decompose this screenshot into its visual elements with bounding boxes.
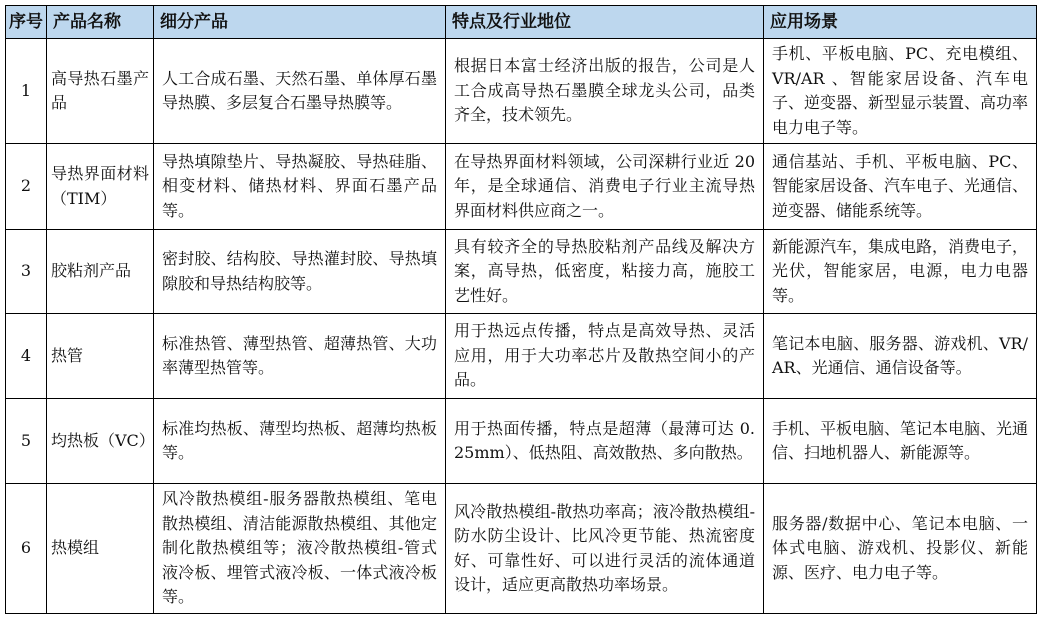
- row-features: 根据日本富士经济出版的报告，公司是人工合成高导热石墨膜全球龙头公司，品类齐全，技术领先。: [446, 39, 764, 144]
- row-sub-products: 标准均热板、薄型均热板、超薄均热板等。: [154, 399, 446, 484]
- table-row: [6, 230, 1037, 314]
- row-applications: 手机、平板电脑、PC、充电模组、VR/AR 、智能家居设备、汽车电子、逆变器、新型显示装置、高功率电力电子等。: [764, 39, 1037, 144]
- row-features: 用于热面传播，特点是超薄（最薄可达 0.25mm）、低热阻、高效散热、多向散热。: [446, 399, 764, 484]
- row-product-name: 导热界面材料（TIM）: [47, 144, 154, 230]
- table-row: [6, 484, 1037, 614]
- row-product-name: 热管: [47, 314, 154, 399]
- row-sub-products: 标准热管、薄型热管、超薄热管、大功率薄型热管等。: [154, 314, 446, 399]
- table-row: [6, 314, 1037, 399]
- row-index: 5: [6, 399, 47, 484]
- header-sub-products: 细分产品: [154, 6, 446, 39]
- table-row: [6, 144, 1037, 230]
- header-row: [6, 6, 1037, 39]
- header-features: 特点及行业地位: [446, 6, 764, 39]
- row-index: 2: [6, 144, 47, 230]
- row-product-name: 热模组: [47, 484, 154, 614]
- row-features: 在导热界面材料领域，公司深耕行业近 20 年，是全球通信、消费电子行业主流导热界面材料供应商之一。: [446, 144, 764, 230]
- row-applications: 手机、平板电脑、笔记本电脑、光通信、扫地机器人、新能源等。: [764, 399, 1037, 484]
- row-index: 4: [6, 314, 47, 399]
- row-applications: 通信基站、手机、平板电脑、PC、智能家居设备、汽车电子、光通信、逆变器、储能系统等。: [764, 144, 1037, 230]
- row-product-name: 均热板（VC）: [47, 399, 154, 484]
- header-index: 序号: [6, 6, 47, 39]
- row-product-name: 胶粘剂产品: [47, 230, 154, 314]
- table-row: [6, 399, 1037, 484]
- row-features: 用于热远点传播，特点是高效导热、灵活应用，用于大功率芯片及散热空间小的产品。: [446, 314, 764, 399]
- header-applications: 应用场景: [764, 6, 1037, 39]
- row-sub-products: 风冷散热模组-服务器散热模组、笔电散热模组、清洁能源散热模组、其他定制化散热模组等；液冷散热模组-管式液冷板、埋管式液冷板、一体式液冷板等。: [154, 484, 446, 614]
- row-sub-products: 导热填隙垫片、导热凝胶、导热硅脂、相变材料、储热材料、界面石墨产品等。: [154, 144, 446, 230]
- row-index: 3: [6, 230, 47, 314]
- row-applications: 新能源汽车，集成电路，消费电子，光伏，智能家居，电源，电力电器等。: [764, 230, 1037, 314]
- row-sub-products: 密封胶、结构胶、导热灌封胶、导热填隙胶和导热结构胶等。: [154, 230, 446, 314]
- row-applications: 笔记本电脑、服务器、游戏机、VR/AR、光通信、通信设备等。: [764, 314, 1037, 399]
- product-table: [5, 5, 1037, 614]
- row-applications: 服务器/数据中心、笔记本电脑、一体式电脑、游戏机、投影仪、新能源、医疗、电力电子等。: [764, 484, 1037, 614]
- row-sub-products: 人工合成石墨、天然石墨、单体厚石墨导热膜、多层复合石墨导热膜等。: [154, 39, 446, 144]
- row-product-name: 高导热石墨产品: [47, 39, 154, 144]
- table-row: [6, 39, 1037, 144]
- row-features: 具有较齐全的导热胶粘剂产品线及解决方案，高导热，低密度，粘接力高，施胶工艺性好。: [446, 230, 764, 314]
- header-product-name: 产品名称: [47, 6, 154, 39]
- row-index: 6: [6, 484, 47, 614]
- row-features: 风冷散热模组-散热功率高；液冷散热模组-防水防尘设计、比风冷更节能、热流密度好、可靠性好、可以进行灵活的流体通道设计，适应更高散热功率场景。: [446, 484, 764, 614]
- row-index: 1: [6, 39, 47, 144]
